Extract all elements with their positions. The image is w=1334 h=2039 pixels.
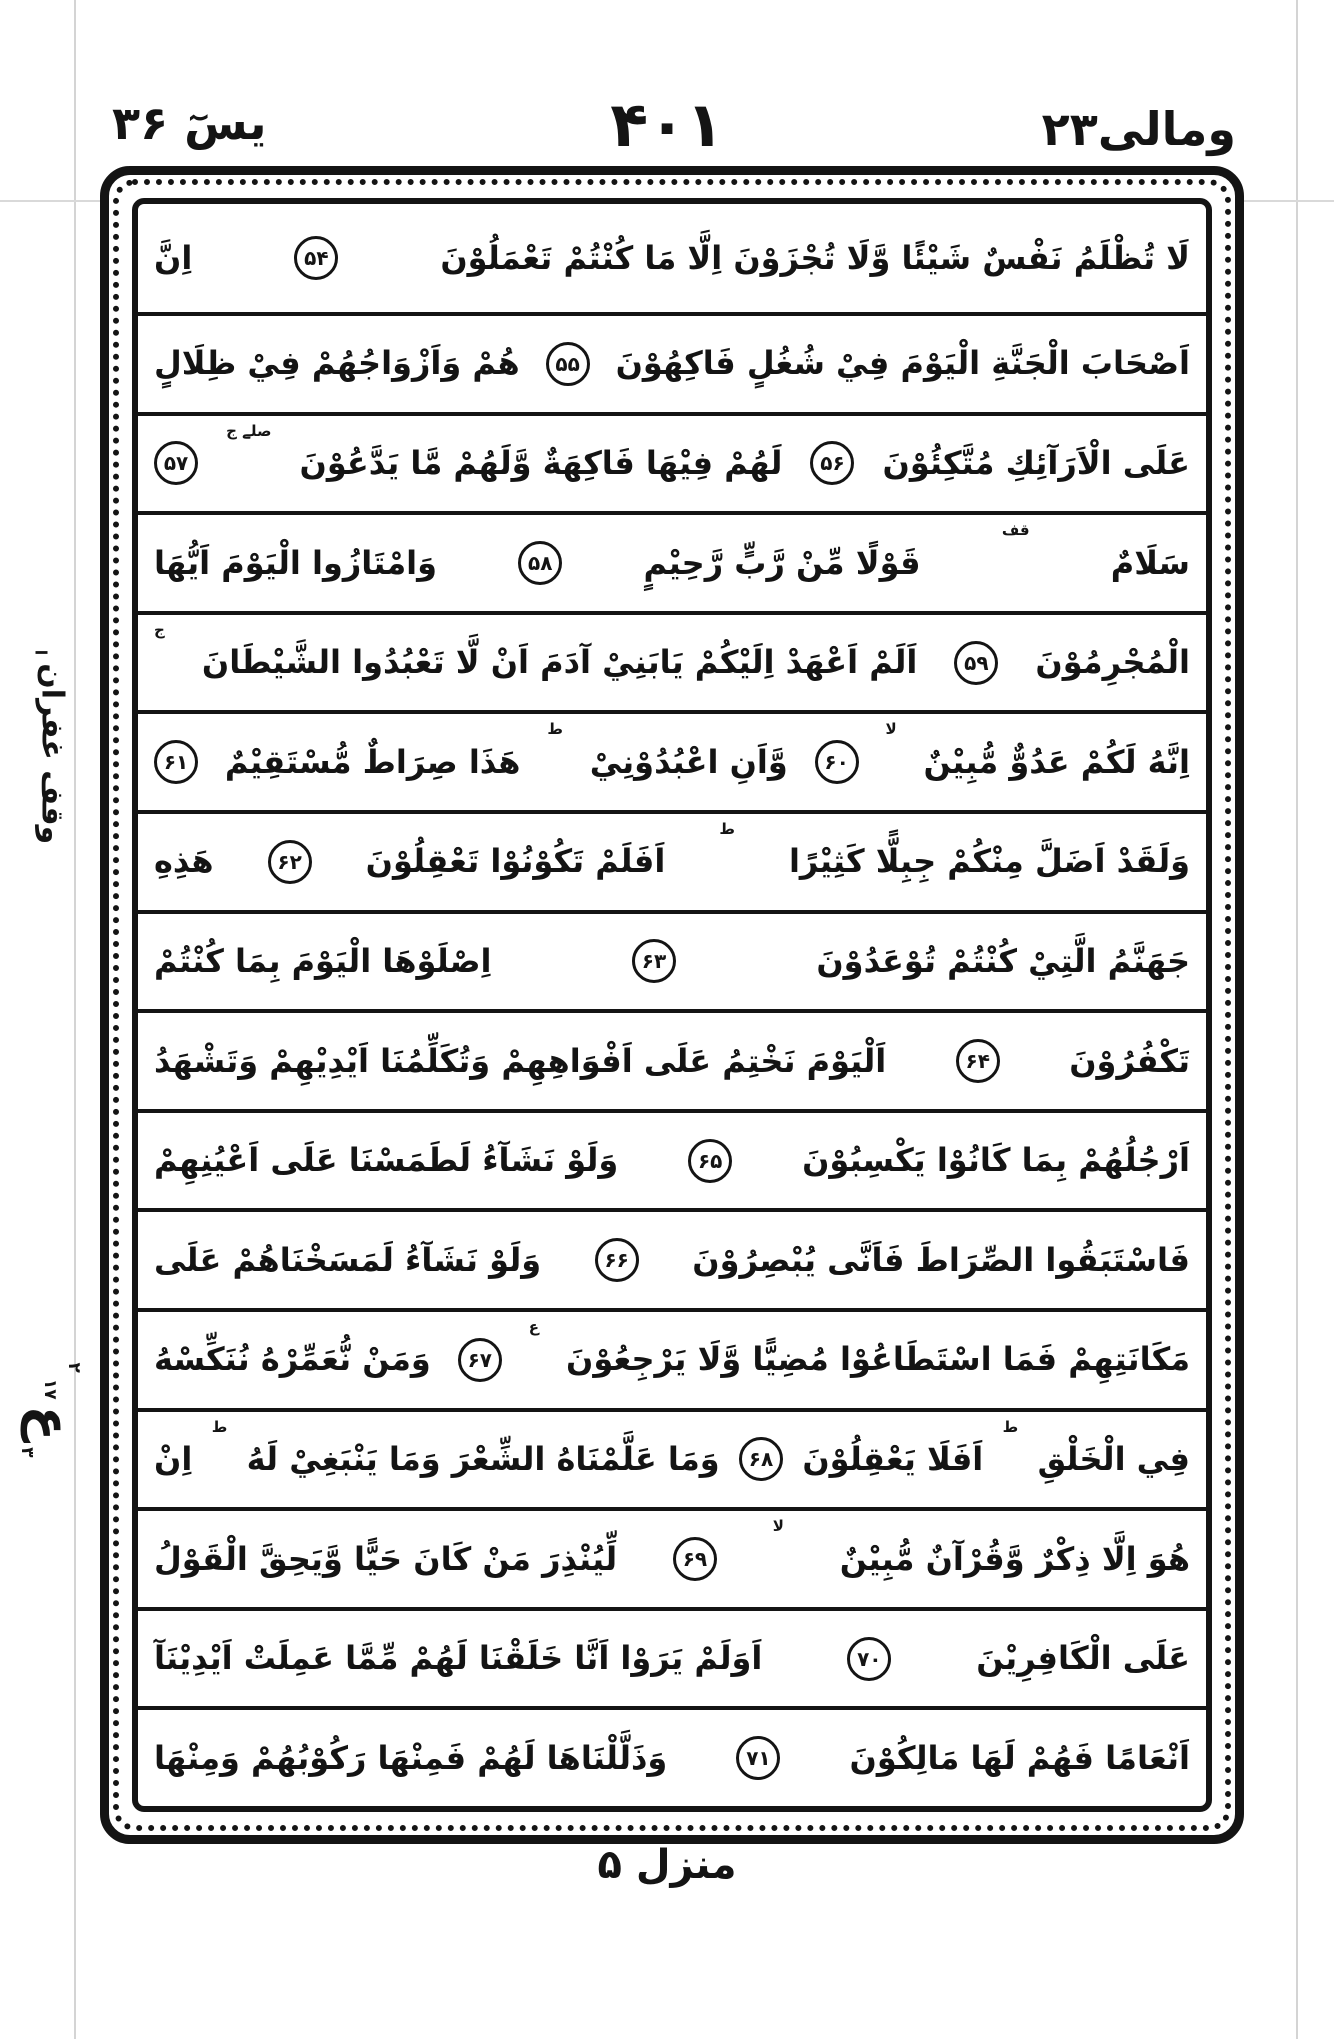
ayah-text: اَفَلَمْ تَكُوْنُوْا تَعْقِلُوْنَ — [365, 842, 666, 881]
pause-mark: ط — [719, 820, 735, 838]
quran-line-8 — [138, 914, 1206, 1014]
pause-mark: صلے ج — [226, 421, 272, 440]
ayah-text: وَمَا عَلَّمْنَاهُ الشِّعْرَ وَمَا يَنْبَغِيْ لَهُ — [246, 1439, 720, 1478]
quran-line-16 — [138, 1710, 1206, 1806]
ayah-text: اِنَّهُ لَكُمْ عَدُوٌّ مُّبِيْنٌ — [923, 742, 1190, 781]
quran-line-11 — [138, 1212, 1206, 1312]
ayah-number-badge: ۶۲ — [268, 840, 312, 884]
quran-line-3 — [138, 416, 1206, 516]
ayah-text: هُوَ اِلَّا ذِكْرٌ وَّقُرْآنٌ مُّبِيْنٌ — [839, 1539, 1190, 1578]
quran-line-12 — [138, 1312, 1206, 1412]
ayah-text: اَوَلَمْ يَرَوْا اَنَّا خَلَقْنَا لَهُمْ مِّمَّا عَمِلَتْ اَيْدِيْنَآ — [154, 1639, 763, 1678]
ayah-text: وَلَوْ نَشَآءُ لَطَمَسْنَا عَلَى اَعْيُنِهِمْ — [154, 1141, 619, 1180]
ayah-text: هُمْ وَاَزْوَاجُهُمْ فِيْ ظِلَالٍ — [154, 344, 520, 383]
ayah-text: وَامْتَازُوا الْيَوْمَ اَيُّهَا — [154, 543, 437, 582]
pause-mark: ط — [211, 1417, 228, 1436]
ayah-number-badge: ۵۶ — [810, 441, 854, 485]
ayah-text: عَلَى الْكَافِرِيْنَ — [976, 1639, 1190, 1678]
quran-line-7 — [138, 814, 1206, 914]
manzil-footer: منزل ۵ — [597, 1842, 737, 1888]
ayah-number-badge: ۵۷ — [154, 441, 198, 485]
ayah-text: قَوْلًا مِّنْ رَّبٍّ رَّحِيْمٍ — [643, 543, 921, 582]
quran-line-10 — [138, 1113, 1206, 1213]
ayah-text: جَهَنَّمُ الَّتِيْ كُنْتُمْ تُوْعَدُوْنَ — [816, 941, 1190, 980]
ruku-ain-letter: ع — [20, 1405, 80, 1442]
ayah-number-badge: ۶۸ — [739, 1437, 783, 1481]
ayah-text: لَا تُظْلَمُ نَفْسٌ شَيْئًا وَّلَا تُجْزَوْنَ اِلَّا مَا كُنْتُمْ تَعْمَلُوْنَ — [440, 238, 1190, 277]
quran-line-2 — [138, 316, 1206, 416]
ornamental-frame-outer — [100, 166, 1244, 1844]
ayah-number-badge: ۶۰ — [815, 740, 859, 784]
ornamental-frame-bead-band — [113, 179, 1231, 1831]
ayah-text: اَفَلَا يَعْقِلُوْنَ — [802, 1439, 984, 1478]
ruku-number-bottom: ۳ — [17, 1447, 37, 1458]
quran-line-6 — [138, 714, 1206, 814]
quran-line-15 — [138, 1611, 1206, 1711]
ayah-text: فَاسْتَبَقُوا الصِّرَاطَ فَاَنَّى يُبْصِرُوْنَ — [692, 1240, 1190, 1279]
quran-text-rows — [132, 198, 1212, 1812]
ayah-text: اَصْحَابَ الْجَنَّةِ الْيَوْمَ فِيْ شُغُلٍ فَاكِهُوْنَ — [615, 344, 1190, 383]
quran-line-9 — [138, 1013, 1206, 1113]
ayah-number-badge: ۵۹ — [954, 641, 998, 685]
page-edge-line-left — [0, 200, 100, 202]
margin-waqf-note — [32, 640, 74, 855]
ayah-text: اَنْعَامًا فَهُمْ لَهَا مَالِكُوْنَ — [849, 1738, 1190, 1777]
ayah-number-badge: ۷۰ — [847, 1637, 891, 1681]
juz-header: ومالی۲۳ — [1041, 102, 1236, 156]
ayah-text: هَذَا صِرَاطٌ مُّسْتَقِيْمٌ — [224, 742, 521, 781]
pause-mark: ط — [1002, 1417, 1019, 1436]
ayah-text: اَلْيَوْمَ نَخْتِمُ عَلَى اَفْوَاهِهِمْ وَتُكَلِّمُنَا اَيْدِيْهِمْ وَتَشْهَدُ — [154, 1041, 887, 1080]
ayah-number-badge: ۶۴ — [956, 1039, 1000, 1083]
ayah-text: مَكَانَتِهِمْ فَمَا اسْتَطَاعُوْا مُضِيًّا وَّلَا يَرْجِعُوْنَ — [566, 1340, 1190, 1379]
ayah-text: لَهُمْ فِيْهَا فَاكِهَةٌ وَّلَهُمْ مَّا يَدَّعُوْنَ — [299, 444, 783, 483]
quran-line-14 — [138, 1511, 1206, 1611]
ruku-number-top: ۲ — [64, 1362, 84, 1373]
ayah-text: وَلَقَدْ اَضَلَّ مِنْكُمْ جِبِلًّا كَثِيْرًا — [788, 842, 1190, 881]
quran-line-4 — [138, 515, 1206, 615]
ayah-text: تَكْفُرُوْنَ — [1069, 1041, 1190, 1080]
quran-line-13 — [138, 1412, 1206, 1512]
ayah-text: عَلَى الْاَرَآئِكِ مُتَّكِئُوْنَ — [882, 444, 1190, 483]
ayah-text: اِصْلَوْهَا الْيَوْمَ بِمَا كُنْتُمْ — [154, 941, 492, 980]
ayah-text: وَلَوْ نَشَآءُ لَمَسَخْنَاهُمْ عَلَى — [154, 1240, 542, 1279]
ayah-text: وَمَنْ نُّعَمِّرْهُ نُنَكِّسْهُ — [154, 1340, 431, 1379]
quran-line-1 — [138, 204, 1206, 316]
ayah-text: سَلَامٌ — [1110, 543, 1190, 582]
pause-mark: لا — [885, 720, 897, 739]
ayah-text: وَّاَنِ اعْبُدُوْنِيْ — [589, 742, 788, 781]
ayah-number-badge: ۶۵ — [688, 1139, 732, 1183]
waqf-note-text: وقف غفران — [35, 663, 70, 845]
pause-mark: ط — [547, 720, 563, 739]
pause-mark: قف — [1001, 521, 1030, 540]
ayah-text: اِنْ — [154, 1439, 193, 1478]
ayah-text: اَلَمْ اَعْهَدْ اِلَيْكُمْ يَابَنِيْ آدَمَ اَنْ لَّا تَعْبُدُوا الشَّيْطَانَ — [201, 643, 918, 682]
page-number: ۴۰۱ — [610, 88, 724, 161]
pause-mark: ع — [528, 1317, 540, 1336]
margin-ruku-marker — [18, 1330, 82, 1490]
ayah-number-badge: ۵۴ — [294, 236, 338, 280]
ayah-text: لِّيُنْذِرَ مَنْ كَانَ حَيًّا وَّيَحِقَّ الْقَوْلُ — [154, 1539, 618, 1578]
page-edge-line-right — [1244, 200, 1334, 202]
pause-mark: لا — [772, 1517, 784, 1536]
waqf-note-sign: ا — [31, 649, 51, 656]
ayah-text: هَذِهِ — [154, 842, 214, 881]
ayah-number-badge: ۶۹ — [673, 1537, 717, 1581]
ayah-text: الْمُجْرِمُوْنَ — [1035, 643, 1190, 682]
ayah-text: اِنَّ — [154, 238, 193, 277]
pause-mark: ج — [154, 620, 165, 639]
surah-header: یسٓ ۳۶ — [112, 96, 267, 150]
ayah-text: وَذَلَّلْنَاهَا لَهُمْ فَمِنْهَا رَكُوْبُهُمْ وَمِنْهَا — [154, 1738, 668, 1777]
page-fold-line-right — [1296, 0, 1298, 2039]
ayah-text: فِي الْخَلْقِ — [1037, 1439, 1190, 1478]
ayah-number-badge: ۶۶ — [595, 1238, 639, 1282]
ayah-text: اَرْجُلُهُمْ بِمَا كَانُوْا يَكْسِبُوْنَ — [802, 1141, 1190, 1180]
page-fold-line-left — [74, 0, 76, 2039]
ayah-number-badge: ۶۳ — [632, 939, 676, 983]
quran-line-5 — [138, 615, 1206, 715]
ayah-number-badge: ۷۱ — [736, 1736, 780, 1780]
ayah-number-badge: ۶۷ — [458, 1338, 502, 1382]
ayah-number-badge: ۶۱ — [154, 740, 198, 784]
ayah-number-badge: ۵۵ — [546, 342, 590, 386]
ayah-number-badge: ۵۸ — [518, 541, 562, 585]
ruku-number-side: ۱۷ — [40, 1378, 61, 1400]
